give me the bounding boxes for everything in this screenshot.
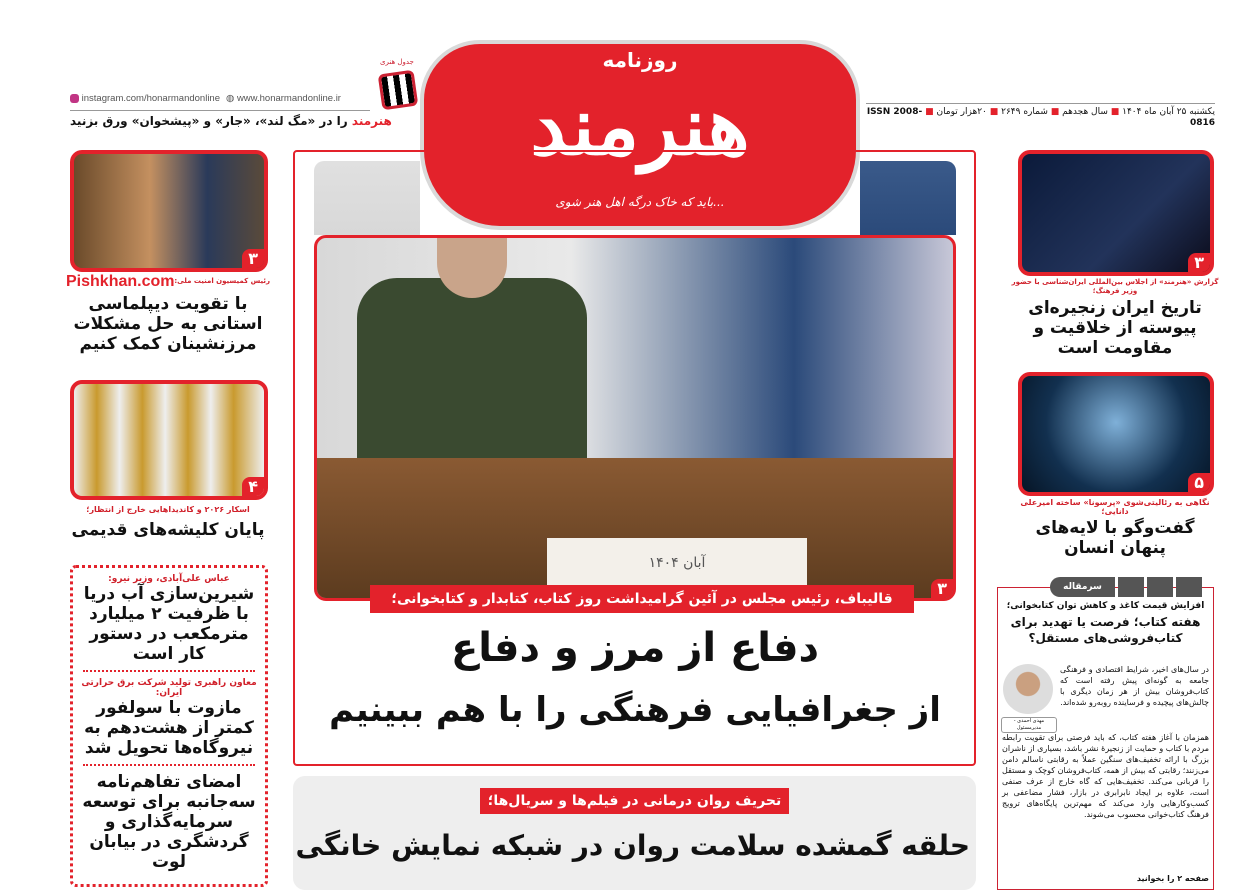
masthead-logo: روزنامه هنرمند ...باید که خاک درگه اهل هنر شوی xyxy=(420,40,860,230)
main-kicker: قالیباف، رئیس مجلس در آئین گرامیداشت روز کتاب، کتابدار و کتابخوانی؛ xyxy=(370,585,914,613)
brief-kicker: معاون راهبری تولید شرکت برق حرارتی ایران: xyxy=(81,678,257,698)
right-kicker-2: نگاهی به رئالیتی‌شوی «پرسونا» ساخته امیرعلی دانایی؛ xyxy=(1020,498,1210,516)
brief-kicker: عباس علی‌آبادی، وزیر نیرو: xyxy=(108,574,230,584)
editorial-tabs xyxy=(1050,577,1202,597)
links-bar xyxy=(70,93,341,105)
puzzle-label: جدول هنری xyxy=(380,58,414,66)
left-headline-1[interactable]: با تقویت دیپلماسی استانی به حل مشکلات مرزنشینان کمک کنیم xyxy=(73,294,263,354)
issue-info: یکشنبه ۲۵ آبان ماه ۱۴۰۴ ■ سال هجدهم ■ شماره ۲۶۴۹ ■ ۲۰هزار تومان ■ ISSN 2008-0816 xyxy=(866,107,1215,128)
read-more-link[interactable]: صفحه ۲ را بخوانید xyxy=(1136,874,1209,883)
left-kicker-2: اسکار ۲۰۲۶ و کاندیداهایی خارج از انتظار؛ xyxy=(86,505,250,514)
main-photo xyxy=(314,235,956,601)
main-headline-line1: دفاع از مرز و دفاع xyxy=(450,625,820,671)
left-kicker-1: رئیس کمیسیون امنیت ملی: xyxy=(174,277,270,285)
speaker-figure xyxy=(357,278,587,478)
photo-top-left xyxy=(314,161,420,235)
brief-headline[interactable]: امضای تفاهم‌نامه سه‌جانبه برای توسعه سرمایه‌گذاری و گردشگری در بیابان لوت xyxy=(82,772,256,872)
briefs-box xyxy=(70,565,268,887)
watermark: Pishkhan.com xyxy=(66,273,175,290)
podium-sign: آبان ۱۴۰۴ xyxy=(547,538,807,588)
brief-headline[interactable]: شیرین‌سازی آب دریا با ظرفیت ۲ میلیارد مترمکعب در دستور کار است xyxy=(83,584,255,664)
photo-top-right xyxy=(860,161,956,235)
editorial-para-1: در سال‌های اخیر، شرایط اقتصادی و فرهنگی جامعه به گونه‌ای پیش رفته است که کتاب‌فروشان بیش از هر زمان دیگری با چالش‌های پیچیده و فرساینده روبه‌رو شده‌اند. xyxy=(1060,665,1209,707)
editorial-kicker: افزایش قیمت کاغذ و کاهش توان کتابخوانی؛ xyxy=(1006,601,1205,611)
bottom-kicker: تحریف روان درمانی در فیلم‌ها و سریال‌ها؛ xyxy=(480,788,790,814)
editorial-tab-label: سرمقاله xyxy=(1050,577,1115,597)
left-photo-1: ۳ xyxy=(70,150,268,272)
right-kicker-1: گزارش «هنرمند» از اجلاس بین‌المللی ایران‌شناسی با حضور وزیر فرهنگ؛ xyxy=(1011,278,1219,295)
left-headline-2[interactable]: پایان کلیشه‌های قدیمی xyxy=(71,520,265,540)
globe-icon: ◍ xyxy=(226,93,235,104)
instagram-icon xyxy=(70,94,79,103)
editorial-para-2: همزمان با آغاز هفته کتاب، که باید فرصتی برای تقویت رابطه مردم با کتاب و حمایت از زنجیرهٔ نشر باشد، بسیاری از ناشران بزرگ با ارائه تخفیف‌های سنگین عملاً به رقابتی ناسالم دامن می‌زنند؛ رقابتی که بیش از همه، کتاب‌فروشان کوچک و مستقل را قربانی می‌کند. تخفیف‌هایی که گاه خارج از عرف صنفی است، علاوه بر ایجاد نابرابری در بازار، فشار مضاعفی بر کسب‌وکارهایی وارد می‌کند که مهم‌ترین پایگاه‌های ترویج فرهنگ کتاب‌خوانی محسوب می‌شوند. xyxy=(1002,733,1209,819)
author-name: مهدی احمدی - مدیرمسئول xyxy=(1001,717,1057,733)
crossword-icon xyxy=(378,70,419,111)
instagram-link[interactable]: instagram.com/honarmandonline xyxy=(70,93,220,105)
main-headline-line2: از جغرافیایی فرهنگی را با هم ببینیم xyxy=(329,690,941,730)
bottom-headline: حلقه گمشده سلامت روان در شبکه نمایش خانگی xyxy=(295,829,970,862)
tagline: هنرمند را در «مگ لند»، «جار» و «پیشخوان» ورق بزنید xyxy=(70,114,392,128)
brief-headline[interactable]: مازوت با سولفور کمتر از هشت‌دهم به نیروگاه‌ها تحویل شد xyxy=(84,698,254,758)
right-photo-2: ۵ xyxy=(1018,372,1214,496)
right-headline-1[interactable]: تاریخ ایران زنجیره‌ای پیوسته از خلاقیت و مقاومت است xyxy=(1028,298,1202,358)
bottom-kicker-wrap xyxy=(293,788,976,814)
website-link[interactable]: ◍ www.honarmandonline.ir xyxy=(226,93,341,104)
editorial-headline: هفته کتاب؛ فرصت یا تهدید برای کتاب‌فروشی‌های مستقل؟ xyxy=(1010,615,1201,645)
right-headline-2[interactable]: گفت‌وگو با لایه‌های پنهان انسان xyxy=(1035,518,1195,558)
author-avatar xyxy=(1003,664,1053,714)
left-photo-2: ۴ xyxy=(70,380,268,500)
right-photo-1: ۳ xyxy=(1018,150,1214,276)
page-badge: ۳ xyxy=(931,579,953,598)
